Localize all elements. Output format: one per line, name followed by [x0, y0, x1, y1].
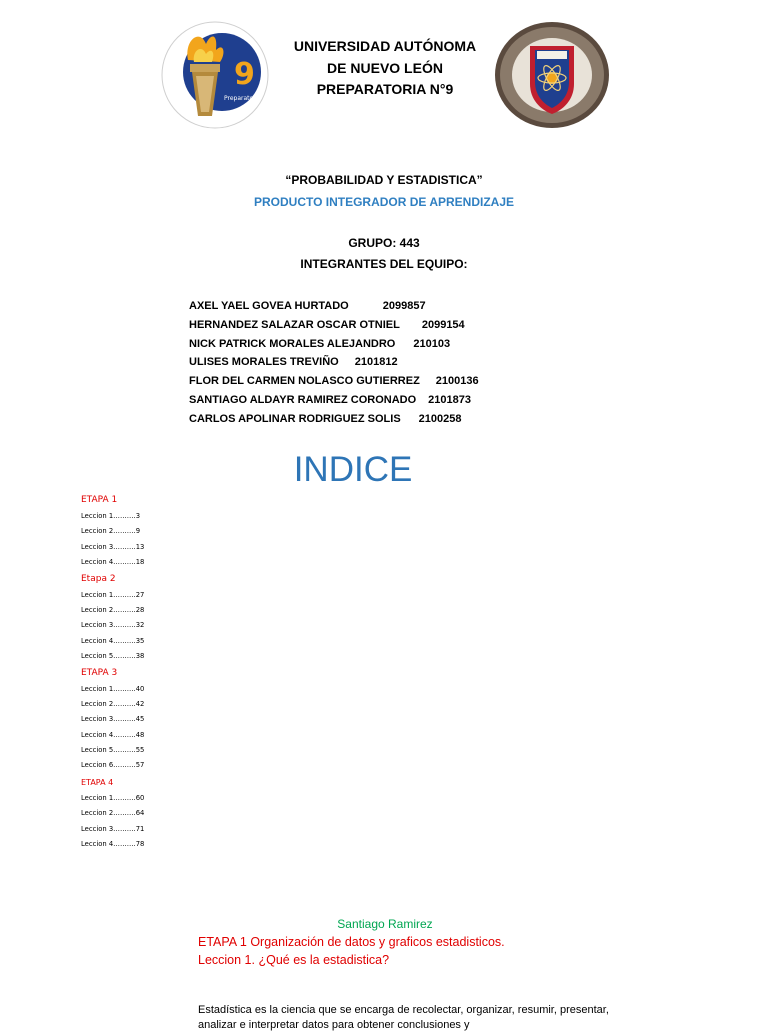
lesson-title: Leccion 1. ¿Qué es la estadistica?	[198, 952, 390, 967]
uanl-seal-logo	[493, 20, 611, 130]
toc-item[interactable]: Leccion 4……….48	[81, 730, 145, 739]
table-of-contents	[81, 492, 144, 852]
toc-item[interactable]: Leccion 2……….64	[81, 809, 145, 818]
member-row	[189, 316, 479, 335]
toc-item[interactable]: Leccion 3……….13	[81, 542, 145, 551]
toc-item[interactable]: Leccion 3……….32	[81, 621, 145, 630]
toc-item[interactable]: Leccion 2……….9	[81, 527, 141, 536]
member-row	[189, 335, 479, 354]
member-row	[189, 410, 479, 429]
section-heading	[198, 934, 505, 969]
member-name: FLOR DEL CARMEN NOLASCO GUTIERREZ	[189, 375, 420, 388]
member-id: 2099154	[421, 318, 465, 331]
logo-number: 9	[234, 57, 255, 92]
member-id: 2101812	[354, 356, 398, 369]
member-id: 210103	[413, 337, 451, 350]
member-name: CARLOS APOLINAR RODRIGUEZ SOLIS	[189, 412, 401, 425]
group-label: GRUPO: 443	[348, 236, 420, 250]
member-name: HERNANDEZ SALAZAR OSCAR OTNIEL	[189, 318, 400, 331]
toc-item[interactable]: Leccion 5……….38	[81, 652, 145, 661]
toc-stage-label: ETAPA 3	[81, 667, 118, 678]
toc-item[interactable]: Leccion 1……….27	[81, 590, 145, 599]
toc-stage-label: ETAPA 1	[81, 495, 118, 505]
body-paragraph: Estadística es la ciencia que se encarga de recolectar, organizar, resumir, presentar, analizar e interpretar datos para obtener conclusiones y	[198, 1004, 609, 1031]
toc-item[interactable]: Leccion 5……….55	[81, 746, 145, 755]
members-list	[189, 297, 479, 429]
toc-stage-label: ETAPA 4	[81, 777, 114, 787]
toc-item[interactable]: Leccion 1……….60	[81, 793, 145, 802]
member-name: SANTIAGO ALDAYR RAMIREZ CORONADO	[189, 393, 417, 406]
team-heading: INTEGRANTES DEL EQUIPO:	[300, 257, 468, 271]
preparatoria-9-logo	[160, 20, 270, 130]
toc-item[interactable]: Leccion 1……….3	[81, 512, 141, 520]
member-row	[189, 353, 479, 372]
member-row	[189, 372, 479, 391]
toc-item[interactable]: Leccion 4……….78	[81, 840, 145, 849]
member-id: 2100258	[418, 412, 462, 425]
product-title: PRODUCTO INTEGRADOR DE APRENDIZAJE	[253, 195, 515, 209]
member-row	[189, 297, 479, 316]
toc-item[interactable]: Leccion 3……….45	[81, 715, 145, 724]
member-id: 2101873	[428, 393, 471, 406]
member-id: 2099857	[382, 300, 426, 312]
university-line-3: PREPARATORIA N°9	[316, 81, 454, 97]
member-name: NICK PATRICK MORALES ALEJANDRO	[189, 337, 396, 350]
toc-item[interactable]: Leccion 4……….35	[81, 636, 145, 645]
member-name: AXEL YAEL GOVEA HURTADO	[189, 300, 349, 312]
toc-item[interactable]: Leccion 4……….18	[81, 558, 145, 567]
member-name: ULISES MORALES TREVIÑO	[189, 356, 339, 369]
toc-item[interactable]: Leccion 1……….40	[81, 684, 145, 693]
university-title	[270, 36, 500, 101]
toc-item[interactable]: Leccion 3……….71	[81, 824, 145, 833]
logo-word: Preparatoria	[224, 95, 262, 102]
member-row	[189, 391, 479, 410]
member-id: 2100136	[435, 375, 479, 388]
section-author: Santiago Ramirez	[337, 917, 433, 931]
subject-title: “PROBABILIDAD Y ESTADISTICA”	[285, 173, 483, 187]
university-line-2: DE NUEVO LEÓN	[327, 59, 443, 76]
toc-item[interactable]: Leccion 2……….28	[81, 605, 145, 614]
toc-stage-label: Etapa 2	[81, 573, 116, 584]
index-title: INDICE	[293, 450, 413, 489]
toc-item[interactable]: Leccion 6……….57	[81, 761, 145, 770]
stage-title: ETAPA 1 Organización de datos y graficos estadisticos.	[198, 935, 505, 949]
university-line-1: UNIVERSIDAD AUTÓNOMA	[293, 38, 477, 54]
toc-item[interactable]: Leccion 2……….42	[81, 699, 145, 708]
